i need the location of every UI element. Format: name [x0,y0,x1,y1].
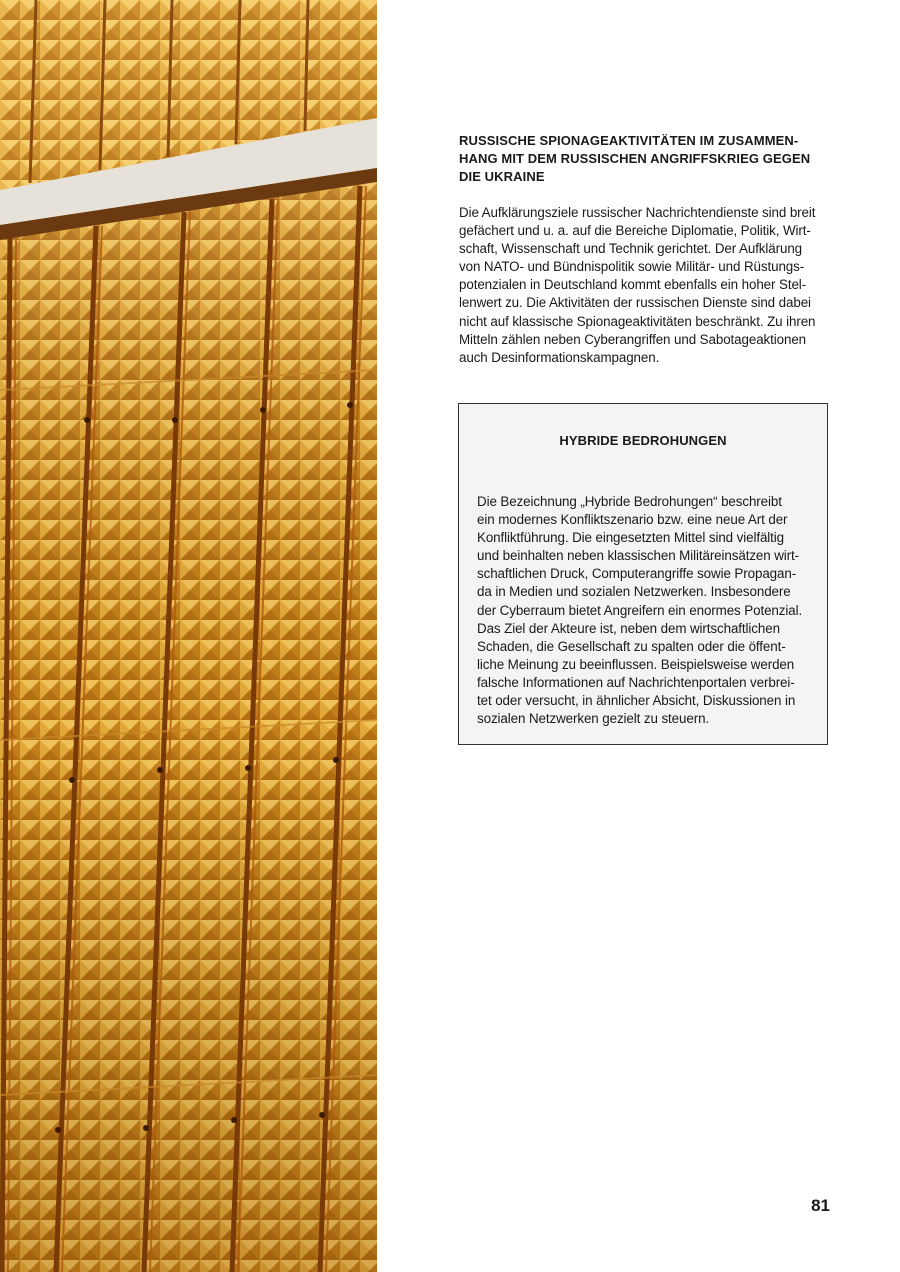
article-heading-text: RUSSISCHE SPIONAGEAKTIVITÄTEN IM ZUSAMMEN- HANG MIT DEM RUSSISCHEN ANGRIFFSKRIEG GEGEN DIE UKRAINE [459,133,811,184]
facade-photo [0,0,377,1272]
info-box-body [477,493,817,728]
article-body [459,204,829,367]
info-box-body-text: Die Bezeichnung „Hybride Bedrohungen“ beschreibt ein modernes Konfliktszenario bzw. eine neue Art der Konfliktführung. Die eingesetzten Mittel sind vielfältig und beinhalten neben klassischen Militäreinsätzen wirt- schaftlichen Druck, Computerangriffe sowie Propagan- da in Medien und sozialen Netzwerken. Insbesondere der Cyberraum bietet Angreifern ein enormes Potenzial. Das Ziel der Akteure ist, neben dem wirtschaftlichen Schaden, die Gesellschaft zu spalten oder die öffent- liche Meinung zu beeinflussen. Beispielsweise werden falsche Informationen auf Nachrichtenportalen verbrei- tet oder versucht, in ähnlicher Absicht, Diskussionen in sozialen Netzwerken gezielt zu steuern. [477,494,803,727]
info-box-title: HYBRIDE BEDROHUNGEN [559,433,727,448]
article-body-text: Die Aufklärungsziele russischer Nachrichtendienste sind breit gefächert und u. a. auf die Bereiche Diplomatie, Politik, Wirt- schaft, Wissenschaft und Technik gerichtet. Der Aufklärung von NATO- und Bündnispolitik sowie Militär- und Rüstungs- potenzialen in Deutschland kommt ebenfalls ein hoher Stel- lenwert zu. Die Aktivitäten der russischen Dienste sind dabei nicht auf klassische Spionageaktivitäten beschränkt. Zu ihren Mitteln zählen neben Cyberangriffen und Sabotageaktionen auch Desinformationskampagnen. [459,205,816,365]
info-box-hybrid-threats [458,403,828,745]
golden-facade-illustration [0,0,377,1272]
page-number: 81 [811,1196,830,1215]
article-heading [459,132,829,186]
